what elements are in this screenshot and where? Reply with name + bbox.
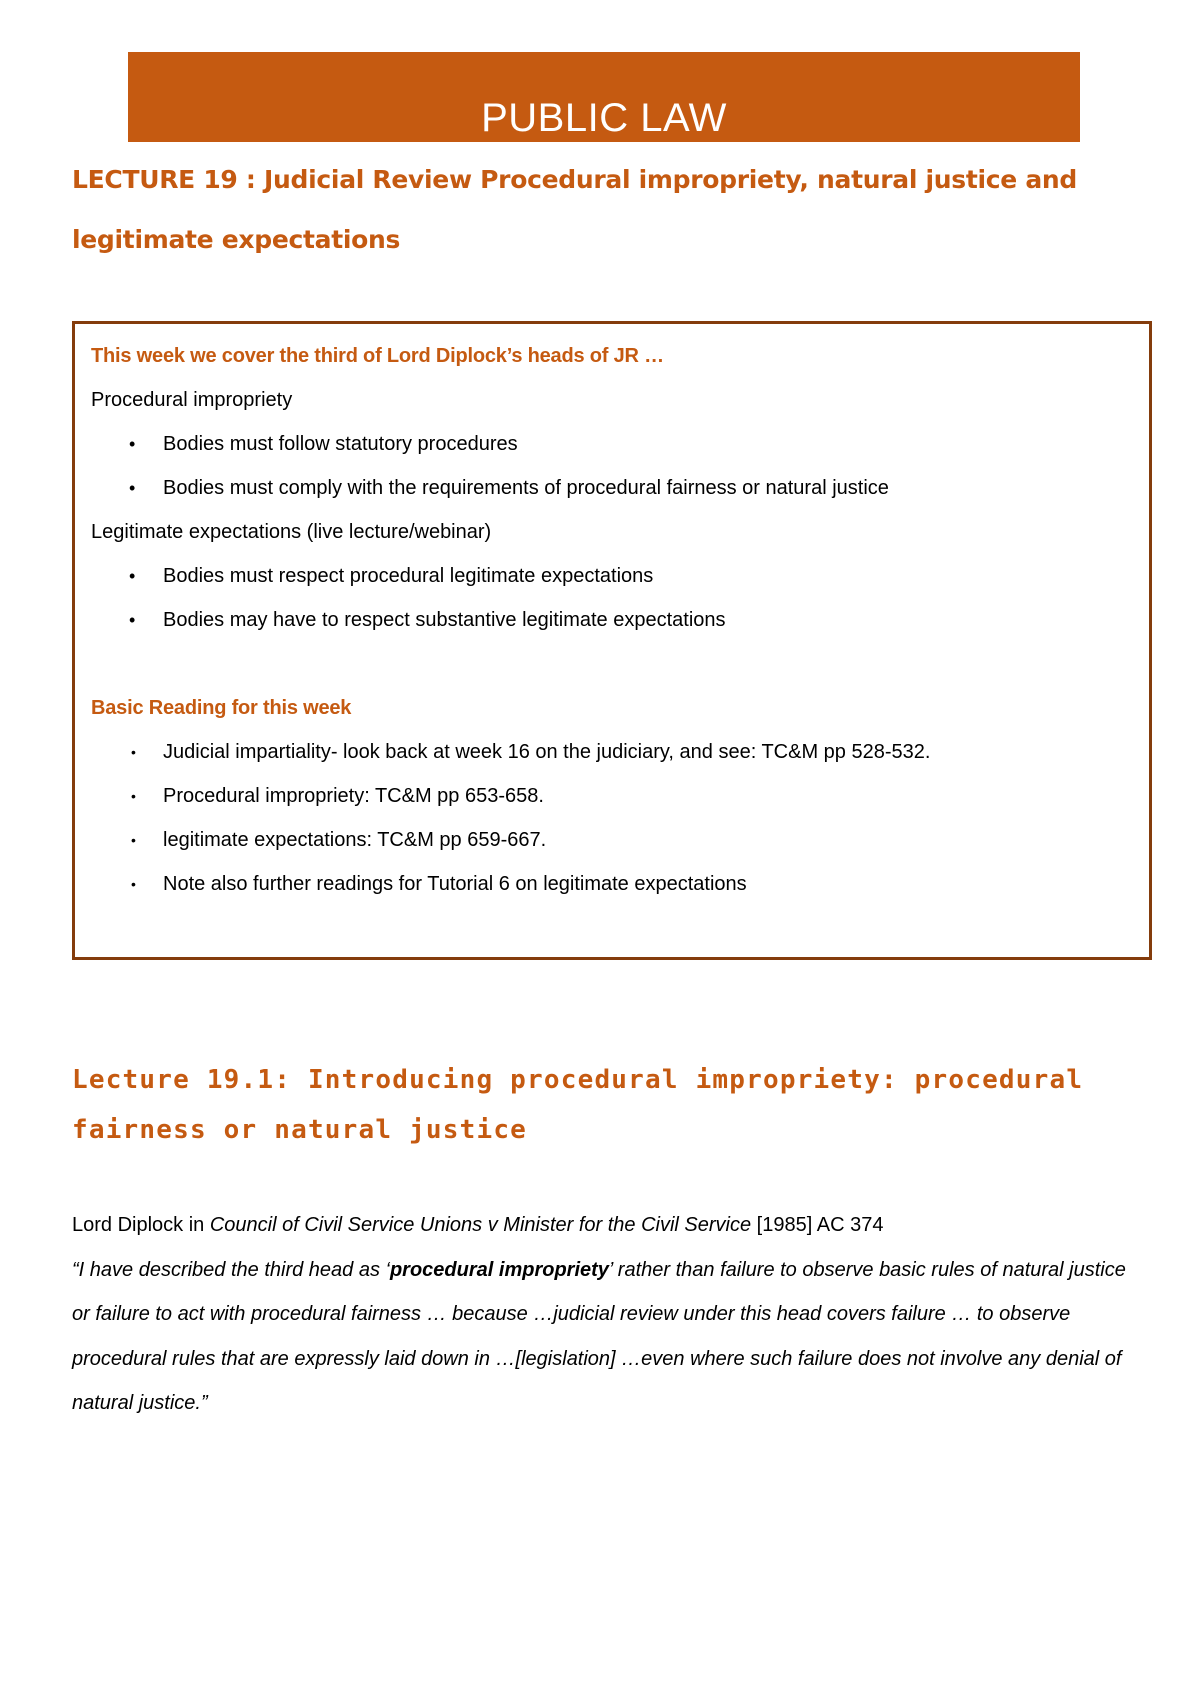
summary-intro-heading: This week we cover the third of Lord Diplock’s heads of JR … bbox=[91, 345, 664, 367]
bullet-icon: • bbox=[131, 832, 136, 848]
group-label-legitimate-expectations: Legitimate expectations (live lecture/webinar) bbox=[91, 521, 492, 543]
section-title: Lecture 19.1: Introducing procedural impropriety: procedural fairness or natural justice bbox=[72, 1065, 1084, 1145]
quote-emphasis: procedural impropriety bbox=[389, 1258, 609, 1281]
bullet-icon: • bbox=[131, 788, 136, 804]
group-label-procedural-impropriety: Procedural impropriety bbox=[91, 389, 293, 411]
quote-part-2: ’ rather than failure to observe basic rules of natural justice or failure to act with procedural fairness … because …judicial review under this head covers failure … to observe procedural rules that are expressly laid down in …[legislation] …even where such failure does not involve any denial of natural justice.” bbox=[72, 1258, 1126, 1414]
list-item bbox=[91, 774, 1133, 818]
bullet-icon: • bbox=[129, 434, 136, 454]
list-item bbox=[91, 422, 1133, 466]
diplock-quote-paragraph bbox=[72, 1203, 1142, 1426]
list-item-text: Bodies may have to respect substantive legitimate expectations bbox=[163, 609, 726, 631]
list-item bbox=[91, 818, 1133, 862]
course-title: PUBLIC LAW bbox=[481, 96, 727, 140]
quote-text bbox=[72, 1259, 1126, 1415]
list-item-text: Procedural impropriety: TC&M pp 653-658. bbox=[163, 785, 544, 807]
title-banner bbox=[128, 52, 1080, 142]
bullet-icon: • bbox=[129, 478, 136, 498]
reading-heading: Basic Reading for this week bbox=[91, 697, 352, 719]
list-item bbox=[91, 730, 1133, 774]
case-name: Council of Civil Service Unions v Minister for the Civil Service bbox=[209, 1214, 752, 1236]
quote-part-1: “I have described the third head as ‘ bbox=[72, 1258, 390, 1281]
list-item-text: legitimate expectations: TC&M pp 659-667. bbox=[163, 829, 547, 851]
procedural-impropriety-list bbox=[91, 422, 1133, 510]
bullet-icon: • bbox=[129, 610, 136, 630]
weekly-summary-box bbox=[72, 321, 1152, 960]
list-item bbox=[91, 598, 1133, 642]
list-item bbox=[91, 554, 1133, 598]
legitimate-expectations-list bbox=[91, 554, 1133, 642]
list-item bbox=[91, 466, 1133, 510]
list-item-text: Bodies must follow statutory procedures bbox=[163, 433, 518, 455]
bullet-icon: • bbox=[129, 566, 136, 586]
bullet-icon: • bbox=[131, 744, 136, 760]
list-item-text: Judicial impartiality- look back at week 16 on the judiciary, and see: TC&M pp 528-532. bbox=[163, 741, 931, 763]
list-item-text: Note also further readings for Tutorial 6 on legitimate expectations bbox=[163, 873, 747, 895]
bullet-icon: • bbox=[131, 876, 136, 892]
spacer bbox=[91, 642, 1133, 686]
list-item bbox=[91, 862, 1133, 906]
citation-prefix: Lord Diplock in bbox=[72, 1214, 210, 1236]
list-item-text: Bodies must respect procedural legitimate expectations bbox=[163, 565, 654, 587]
case-reference: [1985] AC 374 bbox=[751, 1214, 884, 1236]
lecture-title: LECTURE 19 : Judicial Review Procedural impropriety, natural justice and legitimate expectations bbox=[72, 165, 1077, 254]
list-item-text: Bodies must comply with the requirements of procedural fairness or natural justice bbox=[163, 477, 889, 499]
reading-list bbox=[91, 730, 1133, 906]
